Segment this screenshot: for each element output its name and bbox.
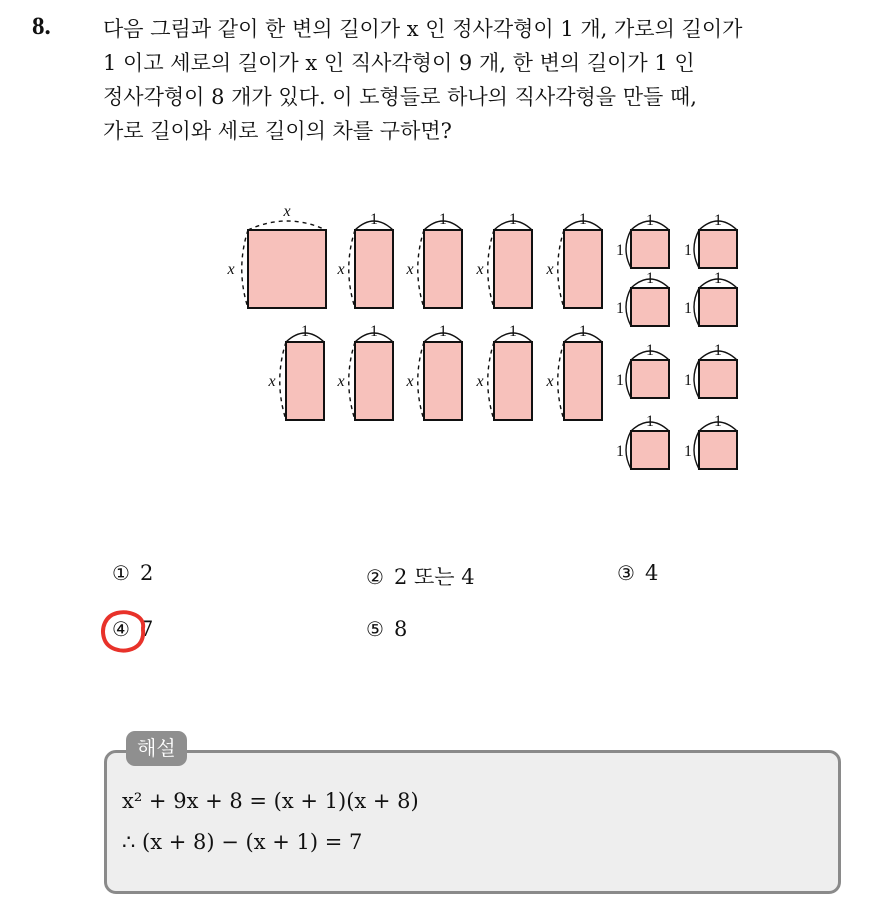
choice-text: 8 [393,617,408,641]
x-label: x [476,261,484,278]
solution-tag: 해설 [126,731,187,766]
one-label: 1 [579,211,587,228]
question-text [103,12,863,148]
rect-1-by-x-tile [355,342,393,420]
answer-circle-mark [99,608,154,656]
question-line: 가로 길이와 세로 길이의 차를 구하면? [103,119,452,143]
one-label: 1 [684,300,692,317]
choice-mark: ① [112,561,130,585]
x-label: x [476,373,484,390]
rect-1-by-x-tile [424,230,462,308]
solution-line-2 [122,830,362,854]
choice-text: 2 또는 4 [393,565,475,589]
unit-square-tile [631,288,669,326]
one-label: 1 [646,212,654,229]
one-label: 1 [714,212,722,229]
tiles-figure [216,200,756,490]
choice-mark: ⑤ [366,617,384,641]
x-square-tile [248,230,326,308]
one-label: 1 [616,372,624,389]
one-label: 1 [646,270,654,287]
dimension-arc [248,221,326,230]
one-label: 1 [646,342,654,359]
rect-1-by-x-tile [355,230,393,308]
one-label: 1 [714,413,722,430]
solution-box [104,750,841,894]
one-label: 1 [370,323,378,340]
choice-mark: ③ [617,561,635,585]
x-label: x [546,373,554,390]
unit-square-tile [631,230,669,268]
choice-mark: ② [366,565,384,589]
unit-square-tile [699,431,737,469]
one-label: 1 [684,443,692,460]
choice-1[interactable] [112,561,153,585]
question-line: 다음 그림과 같이 한 변의 길이가 x 인 정사각형이 1 개, 가로의 길이가 [103,17,743,41]
one-label: 1 [616,300,624,317]
unit-square-tile [699,230,737,268]
x-label: x [227,261,235,278]
choice-mark: ④ [112,617,130,641]
unit-square-tile [699,288,737,326]
x-label: x [283,203,291,220]
choice-text: 7 [139,617,154,641]
one-label: 1 [684,372,692,389]
one-label: 1 [370,211,378,228]
one-label: 1 [616,443,624,460]
one-label: 1 [579,323,587,340]
choice-text: 2 [139,561,154,585]
one-label: 1 [301,323,309,340]
choice-text: 4 [644,561,659,585]
choice-3[interactable] [617,561,658,585]
unit-square-tile [631,360,669,398]
rect-1-by-x-tile [564,230,602,308]
one-label: 1 [509,211,517,228]
one-label: 1 [714,342,722,359]
x-label: x [268,373,276,390]
solution-line-1 [122,789,419,813]
question-line: 정사각형이 8 개가 있다. 이 도형들로 하나의 직사각형을 만들 때, [103,85,697,109]
unit-square-tile [699,360,737,398]
x-label: x [337,261,345,278]
one-label: 1 [509,323,517,340]
rect-1-by-x-tile [494,342,532,420]
rect-1-by-x-tile [424,342,462,420]
choice-5[interactable] [366,617,407,641]
rect-1-by-x-tile [564,342,602,420]
one-label: 1 [646,413,654,430]
one-label: 1 [616,242,624,259]
choice-2[interactable] [366,561,475,591]
one-label: 1 [439,323,447,340]
one-label: 1 [439,211,447,228]
x-label: x [546,261,554,278]
x-label: x [406,373,414,390]
question-number: 8. [32,13,51,40]
unit-square-tile [631,431,669,469]
rect-1-by-x-tile [286,342,324,420]
one-label: 1 [684,242,692,259]
one-label: 1 [714,270,722,287]
x-label: x [406,261,414,278]
question-line: 1 이고 세로의 길이가 x 인 직사각형이 9 개, 한 변의 길이가 1 인 [103,51,695,75]
solution-conclusion: ∴ (x + 8) − (x + 1) = 7 [122,830,363,854]
rect-1-by-x-tile [494,230,532,308]
solution-equation: x² + 9x + 8 = (x + 1)(x + 8) [122,789,419,813]
x-label: x [337,373,345,390]
